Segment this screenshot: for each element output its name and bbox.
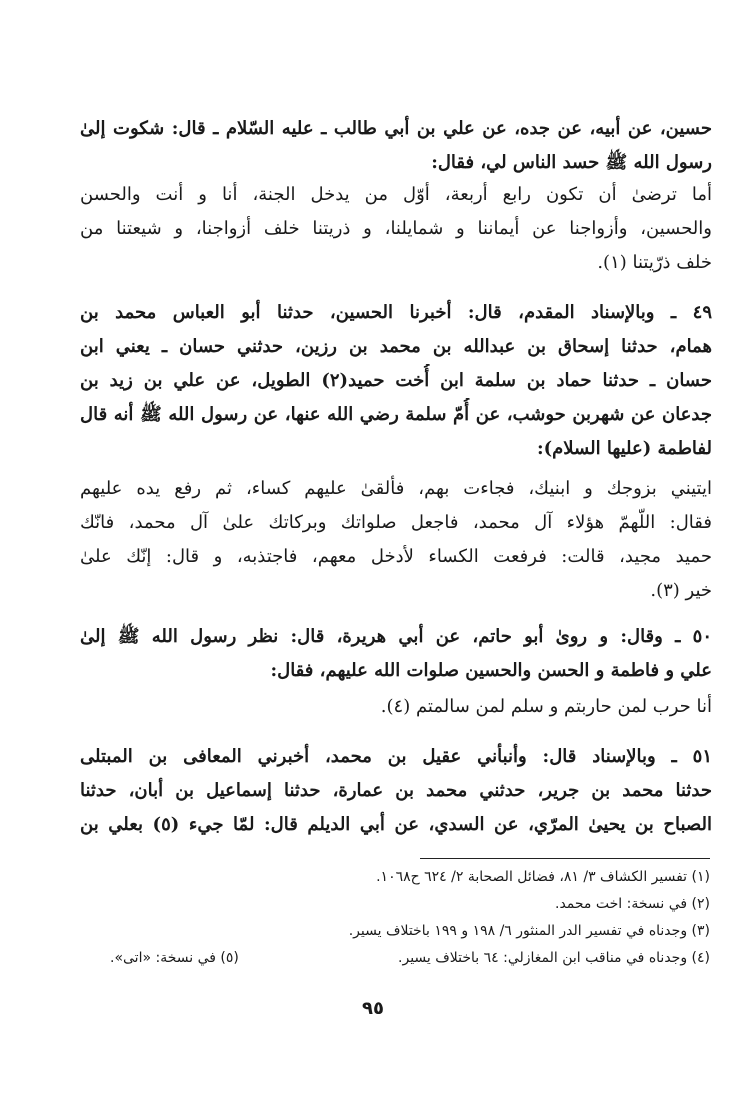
hadith-quote-2 [80,472,712,608]
footnote-row [110,945,710,972]
text-line: لفاطمة (عليها السلام): [536,438,712,459]
footnotes [110,864,710,972]
hadith-51 [80,740,712,842]
hadith-quote-1 [80,178,712,280]
paragraph-continuation [80,112,712,180]
text-line: حدثنا محمد بن جرير، حدثني محمد بن عمارة، حدثنا إسماعيل بن أبان، حدثنا [80,780,712,801]
text-line: ٥٠ ـ وقال: و روىٰ أبو حاتم، عن أبي هريرة، قال: نظر رسول الله ﷺ إلىٰ [80,626,712,647]
footnote-4: (٤) وجدناه في مناقب ابن المغازلي: ٦٤ باختلاف يسير. [398,950,710,966]
hadith-quote-3 [80,690,712,724]
footnote-1: (١) تفسير الكشاف ٣/ ٨١، فضائل الصحابة ٢/ ٦٢٤ ح١٠٦٨. [376,869,710,885]
text-line: همام، حدثنا إسحاق بن عبدالله بن محمد بن رزين، حدثني حسان ـ يعني ابن [80,336,712,357]
text-line: علي و فاطمة و الحسن والحسين صلوات الله عليهم، فقال: [270,660,712,681]
footnote-5: (٥) في نسخة: «اتى». [110,950,239,966]
text-line: رسول الله ﷺ حسد الناس لي، فقال: [431,152,712,173]
text-line: جدعان عن شهربن حوشب، عن أُمّ سلمة رضي الله عنها، عن رسول الله ﷺ أنه قال [80,404,712,425]
footnote-divider [420,858,710,859]
text-line: ٥١ ـ وبالإسناد قال: وأنبأني عقيل بن محمد، أخبرني المعافى بن المبتلى [80,746,712,767]
text-line: حسان ـ حدثنا حماد بن سلمة ابن أُخت حميد(٢) الطويل، عن علي بن زيد بن [80,370,712,391]
footnote-2: (٢) في نسخة: اخت محمد. [555,896,710,912]
page-number: ٩٥ [362,998,384,1019]
text-line: حميد مجيد، قالت: فرفعت الكساء لأدخل معهم، فاجتذبه، و قال: إنّك علىٰ [80,546,712,567]
hadith-50 [80,620,712,688]
text-line: فقال: اللّهمّ هؤلاء آل محمد، فاجعل صلواتك وبركاتك علىٰ آل محمد، فانّك [80,512,712,533]
text-line: ٤٩ ـ وبالإسناد المقدم، قال: أخبرنا الحسين، حدثنا أبو العباس محمد بن [80,302,712,323]
text-line: خير (٣). [650,580,712,601]
text-line: والحسين، وأزواجنا عن أيماننا و شمايلنا، و ذريتنا خلف أزواجنا، و شيعتنا من [80,218,712,239]
text-line: الصباح بن يحيىٰ المرّي، عن السدي، عن أبي الديلم قال: لمّا جيء (٥) بعلي بن [80,814,712,835]
text-line: حسين، عن أبيه، عن جده، عن علي بن أبي طالب ـ عليه السّلام ـ قال: شكوت إلىٰ [80,118,712,139]
hadith-49 [80,296,712,466]
text-line: أنا حرب لمن حاربتم و سلم لمن سالمتم (٤). [380,696,712,717]
text-line: ايتيني بزوجك و ابنيك، فجاءت بهم، فألقىٰ عليهم كساء، ثم رفع يده عليهم [80,478,712,499]
text-line: أما ترضىٰ أن تكون رابع أربعة، أوّل من يدخل الجنة، أنا و أنت والحسن [80,184,712,205]
footnote-3: (٣) وجدناه في تفسير الدر المنثور ٦/ ١٩٨ و ١٩٩ باختلاف يسير. [348,923,710,939]
text-line: خلف ذرّيتنا (١). [597,252,712,273]
